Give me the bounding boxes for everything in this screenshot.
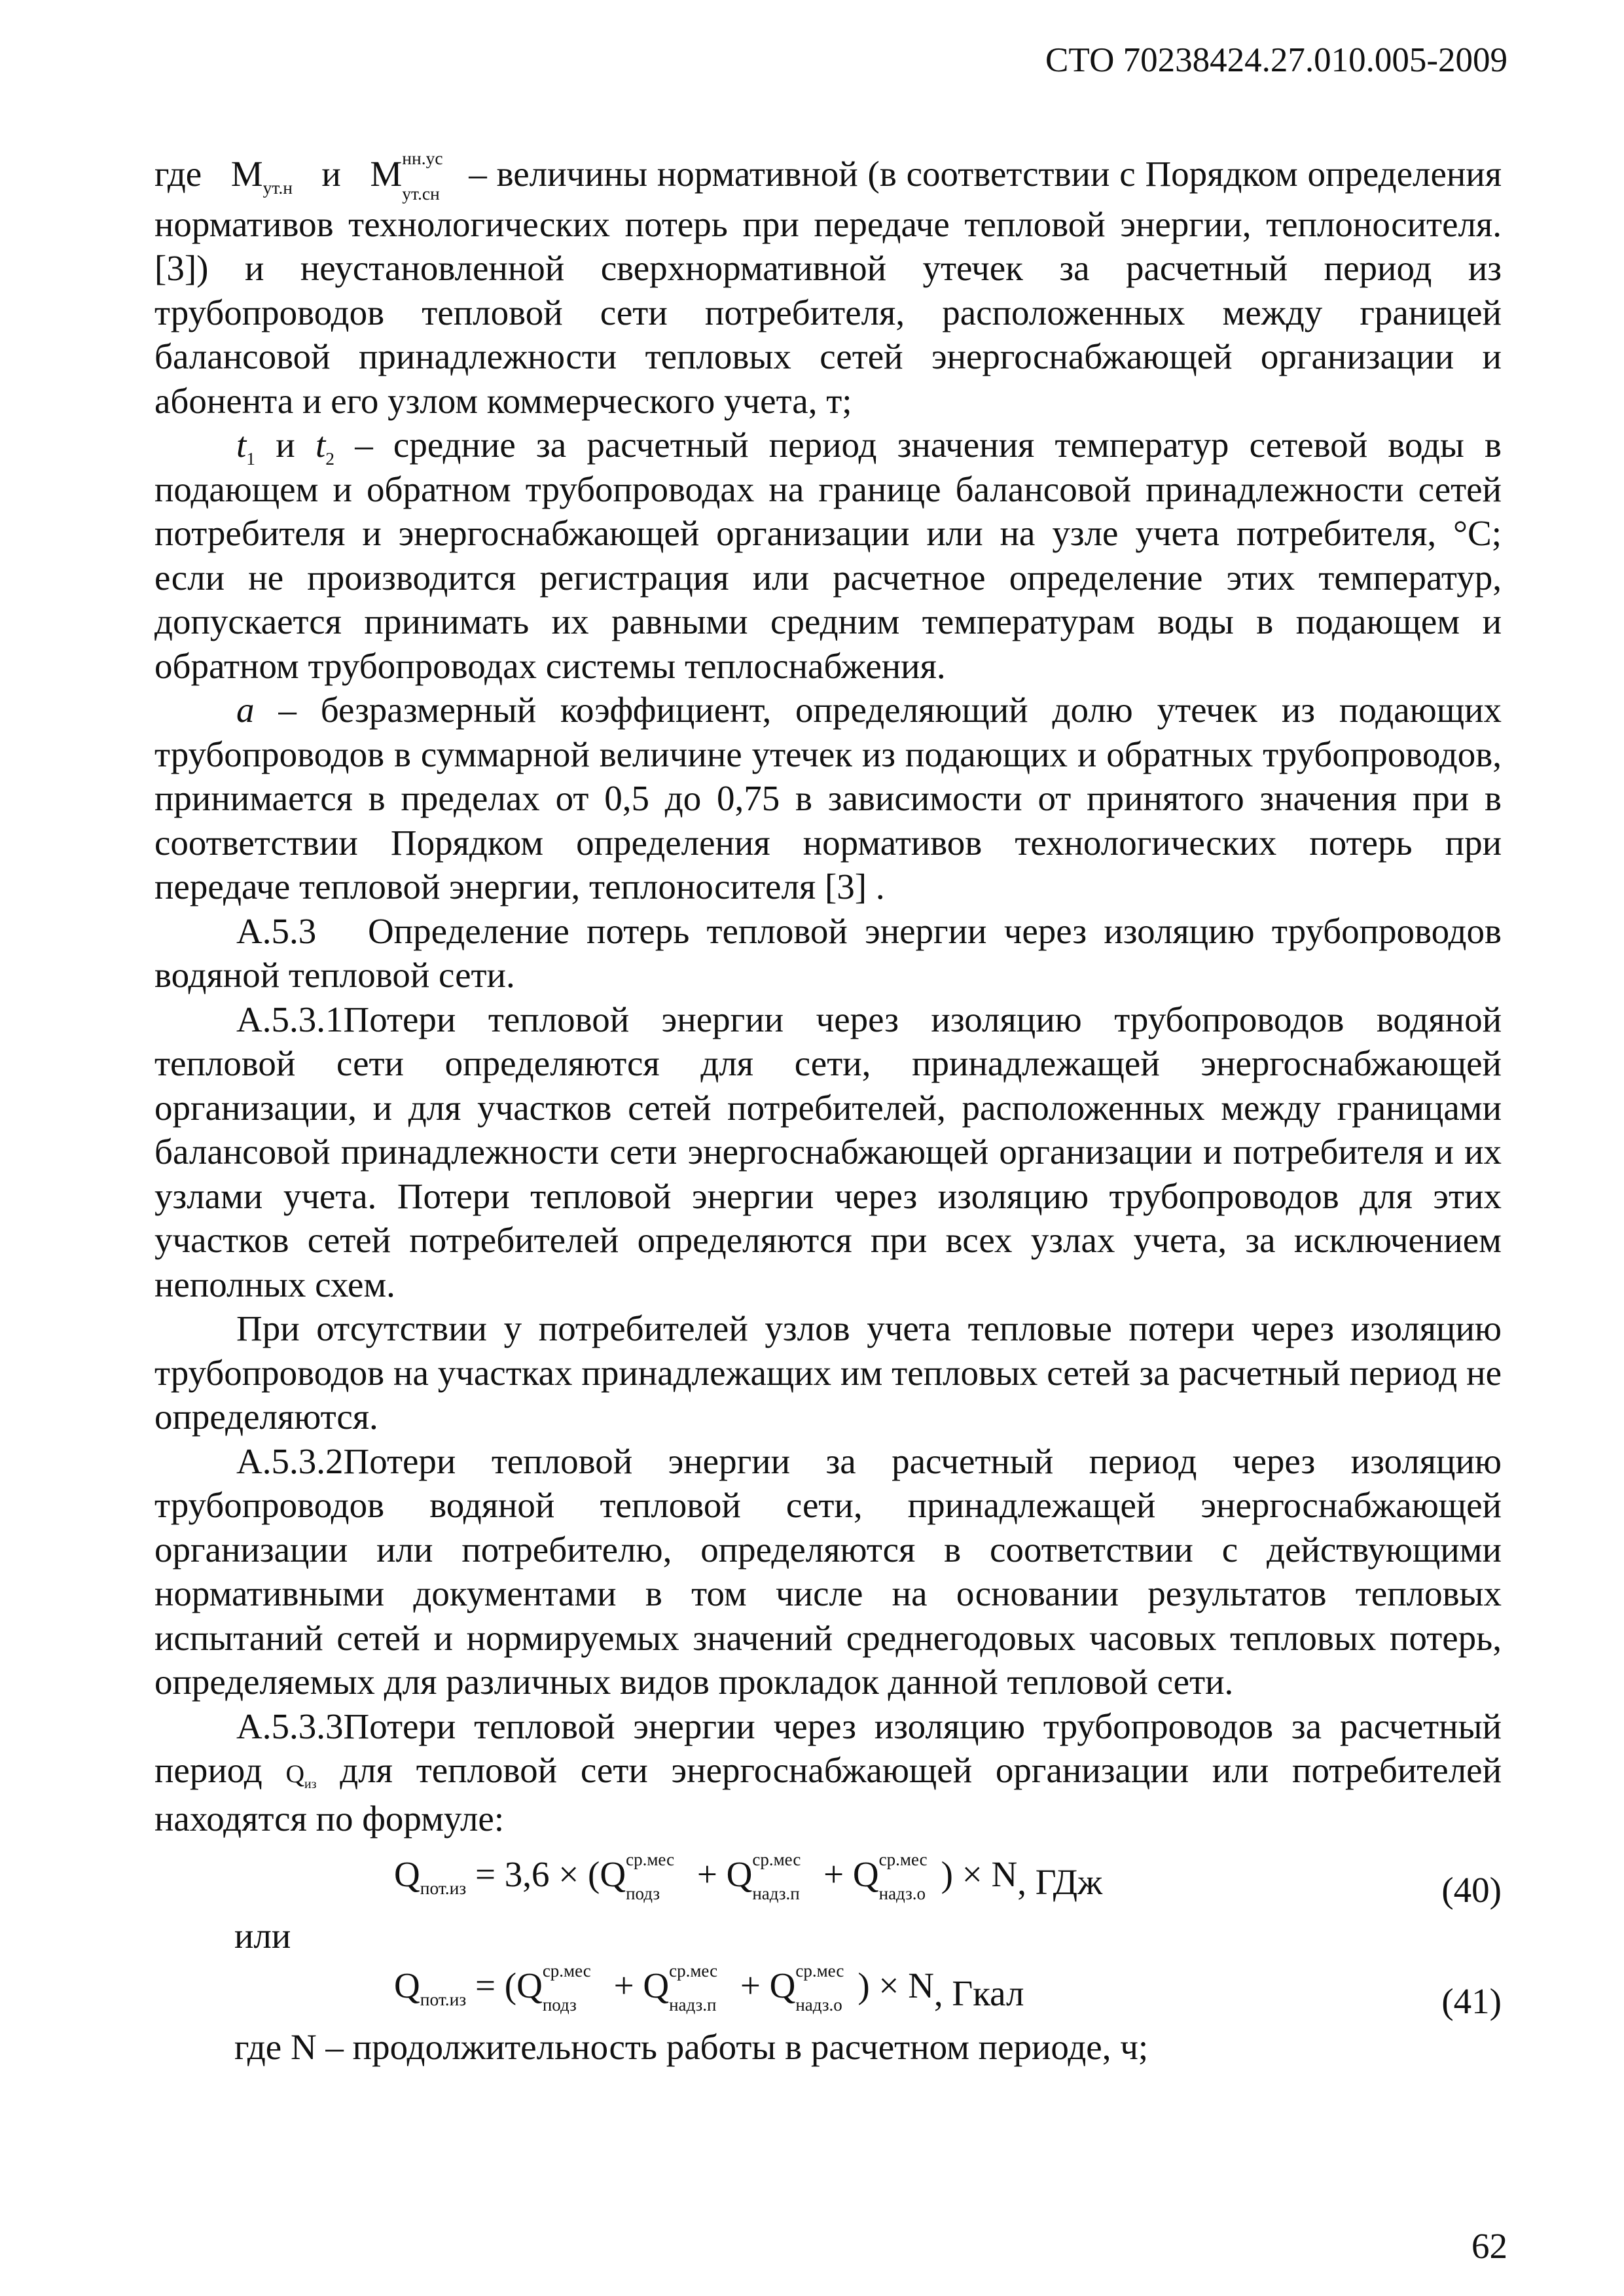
symbol-m-ut-n: $М_{ут.н}$ bbox=[230, 154, 293, 198]
formula-41-number: (41) bbox=[1441, 1981, 1502, 2021]
paragraph-a-5-3: А.5.3 Определение потерь тепловой энергии через изоляцию трубопроводов водяной тепловой сети. bbox=[154, 910, 1502, 995]
formula-41 bbox=[154, 1952, 1502, 2050]
symbol-q-iz: $Q_{из}$ bbox=[285, 1759, 317, 1791]
document-code-header: СТО 70238424.27.010.005-2009 bbox=[1045, 41, 1507, 79]
formula-40-expression: $Q_{пот.из} = 3,6 \times (Q$ ср.мес подз + Q ср.мес надз.п + Q ср.мес надз.о ) × N, ГДж bbox=[394, 1850, 1103, 1903]
formula-40 bbox=[154, 1840, 1502, 1939]
paragraph-n-definition: где N – продолжительность работы в расчетном периоде, ч; bbox=[234, 2026, 1149, 2067]
page-number: 62 bbox=[1471, 2226, 1507, 2266]
section-number: А.5.3.3 bbox=[236, 1706, 344, 1746]
paragraph-leak-definitions: где $М_{ут.н}$ и М нн.ус ут.сн – величины нормативной (в соответствии с Порядком определения нормативов технологических потерь при передаче тепловой энергии, теплоносителя. [3]) и неустановленной сверхнормативной утечек за расчетный период из трубопроводов тепловой сети потребителя, расположенных между границей балансовой принадлежности тепловых сетей энергоснабжающей организации и абонента и его узлом коммерческого учета, т; bbox=[154, 148, 1502, 421]
section-number: А.5.3.1 bbox=[236, 999, 344, 1039]
symbol-m-ut-sn: М нн.ус ут.сн bbox=[370, 148, 443, 204]
formula-40-number: (40) bbox=[1441, 1870, 1502, 1910]
paragraph-no-metering: При отсутствии у потребителей узлов учета тепловые потери через изоляцию трубопроводов на участках принадлежащих им тепловых сетей за расчетный период не определяются. bbox=[154, 1308, 1502, 1437]
document-body bbox=[154, 148, 1502, 2069]
paragraph-a-5-3-1: А.5.3.1Потери тепловой энергии через изоляцию трубопроводов водяной тепловой сети определяются для сети, принадлежащей энергоснабжающей организации, и для участков сетей потребителей, расположенных между границами балансовой принадлежности сети энергоснабжающей организации и потребителя и их узлами учета. Потери тепловой энергии через изоляцию трубопроводов для этих участков сетей потребителей определяются при всех узлах учета, за исключением неполных схем. bbox=[154, 999, 1502, 1304]
section-number: А.5.3.2 bbox=[236, 1441, 344, 1481]
paragraph-coefficient-a: а – безразмерный коэффициент, определяющий долю утечек из подающих трубопроводов в суммарной величине утечек из подающих и обратных трубопроводов, принимается в пределах от 0,5 до 0,75 в зависимости от принятого значения при в соответствии Порядком определения нормативов технологических потерь при передаче тепловой энергии, теплоносителя [3] . bbox=[154, 690, 1502, 906]
paragraph-temperatures: $t_1$ и $t_2$ – средние за расчетный период значения температур сетевой воды в подающем и обратном трубопроводах на границе балансовой принадлежности сетей потребителя и энергоснабжающей организации или на узле учета потребителя, °С; если не производится регистрация или расчетное определение этих температур, допускается принимать их равными средним температурам воды в подающем и обратном трубопроводах системы теплоснабжения. bbox=[154, 425, 1502, 686]
section-number: А.5.3 bbox=[236, 910, 317, 951]
formula-41-expression: $Q_{пот.из} = (Q$ ср.мес подз + Q ср.мес надз.п + Q ср.мес надз.о ) × N, Гкал bbox=[394, 1960, 1024, 2015]
or-connector: или bbox=[234, 1916, 291, 1956]
paragraph-a-5-3-3: А.5.3.3Потери тепловой энергии через изоляцию трубопроводов за расчетный период $Q_{из}$ для тепловой сети энергоснабжающей организации или потребителей находятся по формуле: bbox=[154, 1706, 1502, 1839]
paragraph-a-5-3-2: А.5.3.2Потери тепловой энергии за расчетный период через изоляцию трубопроводов водяной тепловой сети, принадлежащей энергоснабжающей организации или потребителю, определяются в соответствии с действующими нормативными документами в том числе на основании результатов тепловых испытаний сетей и нормируемых значений среднегодовых часовых тепловых потерь, определяемых для различных видов прокладок данной тепловой сети. bbox=[154, 1441, 1502, 1702]
